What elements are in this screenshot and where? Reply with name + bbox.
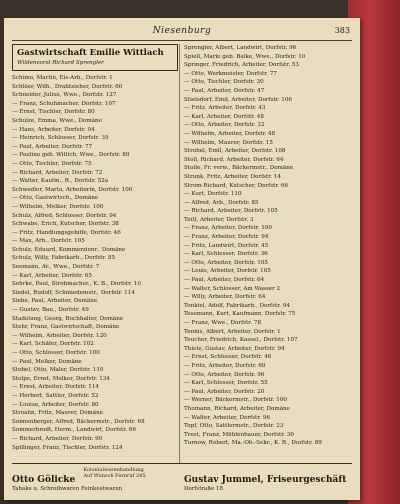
directory-entry: Stoll, Richard, Arbeiter, Dorfstr. 64 — [184, 156, 284, 163]
directory-entry: — Louis, Arbeiter, Dorfstr. 105 — [184, 268, 271, 275]
ad-title: Gastwirtschaft Emilie Wittlach — [17, 48, 164, 58]
directory-entry: — Franz, Arbeiter, Dorfstr. 94 — [184, 234, 269, 241]
footer-ad-right — [184, 467, 360, 493]
right-entry-list — [184, 44, 350, 448]
directory-entry: Schulz, Alfred, Schlosser, Dorfstr. 94 — [12, 212, 117, 219]
directory-entry: — Franz, Arbeiter, Dorfstr. 100 — [184, 225, 272, 232]
directory-entry: — Karl, Schlosser, Dorfstr. 36 — [184, 251, 268, 258]
directory-entry: Stielsdorf, Emil, Arbeiter, Dorfstr. 106 — [184, 96, 292, 103]
footer-ad-left — [12, 467, 180, 493]
directory-entry: — Otto, Arbeiter, Dorfstr. 32 — [184, 122, 265, 129]
left-column — [12, 44, 178, 452]
directory-entry: — Otto, Werkmeister, Dorfstr. 77 — [184, 70, 277, 77]
column-divider — [179, 44, 180, 464]
directory-entry: Spiell, Marie geb. Balke, Wwe., Dorfstr. 10 — [184, 53, 306, 60]
directory-entry: — Otto, Arbeiter, Dorfstr. 96 — [184, 371, 265, 378]
directory-entry: Tesemann, Kurt, Kaufmann, Dorfstr. 75 — [184, 311, 296, 318]
directory-entry: Sprengler, Albert, Landwirt, Dorfstr. 96 — [184, 45, 297, 51]
directory-entry: Stolpe, Ernst, Melker, Dorfstr. 134 — [12, 375, 110, 382]
directory-entry: — Paul, Arbeiter, Dorfstr. 20 — [184, 388, 265, 395]
directory-entry: — Paul, Arbeiter, Dorfstr. 77 — [12, 143, 93, 150]
directory-entry: — Ernst, Tischler, Dorfstr. 80 — [12, 109, 95, 116]
footer-right-name: Gustav Jummel, Friseurgeschäft — [184, 475, 347, 485]
directory-entry: — Alfred, Arb., Dorfstr. 85 — [184, 199, 259, 206]
left-entry-list — [12, 74, 178, 452]
directory-entry: — Karl, Arbeiter, Dorfstr. 48 — [184, 113, 264, 120]
directory-entry: — Pauline geb. Witlich, Wwe., Dorfstr. 80 — [12, 152, 130, 159]
directory-entry: — Herbert, Sattler, Dorfstr. 52 — [12, 392, 99, 399]
directory-entry: — Paul, Arbeiter, Dorfstr. 47 — [184, 87, 265, 94]
gastwirtschaft-ad — [12, 44, 178, 71]
directory-page — [4, 18, 360, 500]
directory-entry: — Hans, Arbeiter, Dorfstr. 94 — [12, 126, 95, 133]
directory-entry: — Otto, Tischler, Dorfstr. 30 — [184, 79, 264, 86]
directory-entry: — Walter, Schlosser, Am Wasser 2 — [184, 285, 281, 292]
right-column — [184, 44, 350, 448]
directory-entry: — Richard, Arbeiter, Dorfstr. 72 — [12, 169, 103, 176]
directory-entry: Seemann, Ar., Wwe., Dorfstr. 7 — [12, 264, 100, 271]
directory-entry: — Otto, Schlosser, Dorfstr. 100 — [12, 350, 100, 356]
directory-entry: Schlöer, Wilh., Drahtzieher, Dorfstr. 60 — [12, 83, 123, 90]
directory-entry: Stroahn, Fritz, Maurer, Domäne — [12, 410, 103, 417]
directory-entry: Spillinger, Franz, Tischler, Dorfstr. 124 — [12, 444, 123, 451]
directory-entry: — Louise, Arbeiter, Dorfstr. 80 — [12, 401, 99, 408]
directory-entry: — Fritz, Arbeiter, Dorfstr. 43 — [184, 105, 266, 112]
directory-entry: — Ernst, Arbeiter, Dorfstr. 114 — [12, 384, 99, 391]
directory-entry: Schulz, Eduard, Kommerzienr., Domäne — [12, 246, 126, 253]
directory-entry: — Paul, Arbeiter, Dorfstr. 64 — [184, 277, 265, 284]
directory-entry: Turnow, Robert, Ma.-Ob.-Sekr., K. R., Dorfstr. 89 — [184, 440, 322, 447]
directory-entry: Thomann, Richard, Arbeiter, Domäne — [184, 405, 290, 412]
directory-entry: — Fritz, Handlungsgehilfe, Dorfstr. 46 — [12, 229, 121, 236]
page-title: Niesenburg — [152, 26, 212, 36]
directory-entry: Schneider, Julius, Wwe., Dorfstr. 127 — [12, 92, 117, 99]
directory-entry: — Wilhelm, Arbeiter, Dorfstr. 48 — [184, 130, 276, 137]
directory-entry: — Fritz, Arbeiter, Dorfstr. 60 — [184, 362, 266, 369]
directory-entry: — Heinrich, Schlosser, Dorfstr. 39 — [12, 135, 109, 142]
directory-entry: — Richard, Arbeiter, Dorfstr. 105 — [184, 208, 278, 215]
directory-entry: Siedel, Rudolf, Schmiedemstr., Dorfstr. 114 — [12, 289, 135, 296]
directory-entry: Stehr, Franz, Gastwirtschaft, Domäne — [12, 324, 120, 331]
directory-entry: Schimo, Martin, Eis-Arb., Dorfstr. 1 — [12, 75, 113, 81]
directory-entry: Stobel, Otto, Maler, Dorfstr. 110 — [12, 367, 104, 374]
directory-entry: — Otto, Tischler, Dorfstr. 75 — [12, 160, 92, 167]
directory-entry: — Paul, Melker, Domäne — [12, 358, 82, 365]
directory-entry: Strobel, Emil, Arbeiter, Dorfstr. 108 — [184, 148, 286, 155]
directory-entry: — Wilhelm, Arbeiter, Dorfstr. 120 — [12, 332, 107, 339]
footer-left-line2: Tabaks u. Schreibwaren Feinkostwaren — [12, 486, 123, 492]
directory-entry: — Franz, Schuhmacher, Dorfstr. 107 — [12, 100, 116, 107]
directory-entry: — Fritz, Landwirt, Dorfstr. 45 — [184, 242, 269, 249]
directory-entry: Tonkiel, Adolf, Fabrikarb., Dorfstr. 94 — [184, 302, 290, 309]
footer-ads — [12, 463, 352, 494]
directory-entry: Stadelung, Georg, Buchhalter, Domäne — [12, 315, 124, 322]
directory-entry: Schulze, Emma, Wwe., Domäne — [12, 117, 102, 124]
directory-entry: Schwabe, Erich, Kutscher, Dorfstr. 38 — [12, 221, 119, 228]
directory-entry: — Wilhelm, Maurer, Dorfstr. 15 — [184, 139, 273, 146]
directory-entry: Schulz, Willy, Fabrikarb., Dorfstr. 85 — [12, 255, 116, 262]
directory-entry: — Ernst, Schlosser, Dorfstr. 46 — [184, 354, 272, 361]
directory-entry: Tennis, Albert, Arbeiter, Dorfstr. 1 — [184, 328, 281, 335]
directory-entry: — Richard, Arbeiter, Dorfstr. 90 — [12, 435, 103, 442]
footer-left-small-1: Kolonialwarenhandlung — [83, 467, 144, 473]
directory-entry: — Walter, Arbeiter, Dorfstr. 96 — [184, 414, 270, 421]
directory-entry: Strunk, Fritz, Arbeiter, Dorfstr. 14 — [184, 173, 282, 180]
directory-entry: — Otto, Arbeiter, Dorfstr. 105 — [184, 259, 268, 266]
directory-entry: — Werner, Bäckermstr., Dorfstr. 100 — [184, 397, 287, 404]
directory-entry: — Max, Arb., Dorfstr. 105 — [12, 238, 85, 245]
header-rule — [12, 40, 352, 41]
directory-entry: Topf, Otto, Sattlermstr., Dorfstr. 23 — [184, 423, 284, 430]
directory-entry: Teitl, Arbeiter, Dorfstr. 3 — [184, 216, 254, 223]
directory-entry: Sonnenberger, Alfred, Bäckermstr., Dorfstr. 68 — [12, 418, 145, 425]
page-number: 383 — [334, 26, 350, 35]
directory-entry: — Karl, Arbeiter, Dorfstr. 65 — [12, 272, 92, 279]
directory-entry: — Willy, Arbeiter, Dorfstr. 64 — [184, 294, 266, 301]
footer-left-small — [83, 467, 145, 479]
directory-entry: — Wilhelm, Melker, Dorfstr. 100 — [12, 203, 104, 210]
directory-entry: — Kurt, Dorfstr. 110 — [184, 191, 242, 198]
footer-left-small-2: Auf Wunsch Fernruf 245 — [83, 473, 146, 479]
directory-entry: — Gustav, Bau., Dorfstr. 49 — [12, 307, 89, 314]
directory-entry: Thiele, Gustav, Arbeiter, Dorfstr. 94 — [184, 345, 285, 352]
directory-entry: Stolle, Fr. verw., Bäckermstr., Domäne — [184, 165, 294, 172]
page-header — [4, 26, 360, 40]
directory-entry: Sehrke, Paul, Strohmacher., K. B., Dorfstr. 10 — [12, 281, 141, 288]
footer-left-name: Otto Gölicke — [12, 475, 76, 485]
directory-entry: — Karl, Schlosser, Dorfstr. 55 — [184, 380, 268, 387]
directory-entry: Siehe, Paul, Arbeiter, Domäne — [12, 298, 98, 305]
directory-entry: Teucher, Friedrich, Kassel., Dorfstr. 107 — [184, 337, 298, 344]
directory-entry: — Otto, Gastwirtsch., Domäne — [12, 195, 99, 202]
footer-right-line2: Dorfstraße 18 — [184, 486, 224, 492]
directory-entry: Springer, Friedrich, Arbeiter, Dorfstr. 53 — [184, 62, 299, 69]
directory-entry: Sommerbrodt, Herm., Landwirt, Dorfstr. 66 — [12, 427, 137, 434]
directory-entry: — Karl, Schäfer, Dorfstr. 102 — [12, 341, 94, 348]
directory-entry: — Walter, Kaufm., R., Dorfstr. 52a — [12, 178, 109, 185]
directory-entry: Schwedler, Marta, Arbeiterin, Dorfstr. 100 — [12, 186, 133, 193]
directory-entry: Strom-Richard, Kutscher, Dorfstr. 66 — [184, 182, 289, 189]
directory-entry: — Franz, Wwe., Dorfstr. 78 — [184, 320, 261, 326]
directory-entry: Trost, Franz, Mühlenbauer, Dorfstr. 30 — [184, 431, 294, 438]
ad-subtitle: Wildenvorst Richard Sprengler — [17, 60, 104, 66]
